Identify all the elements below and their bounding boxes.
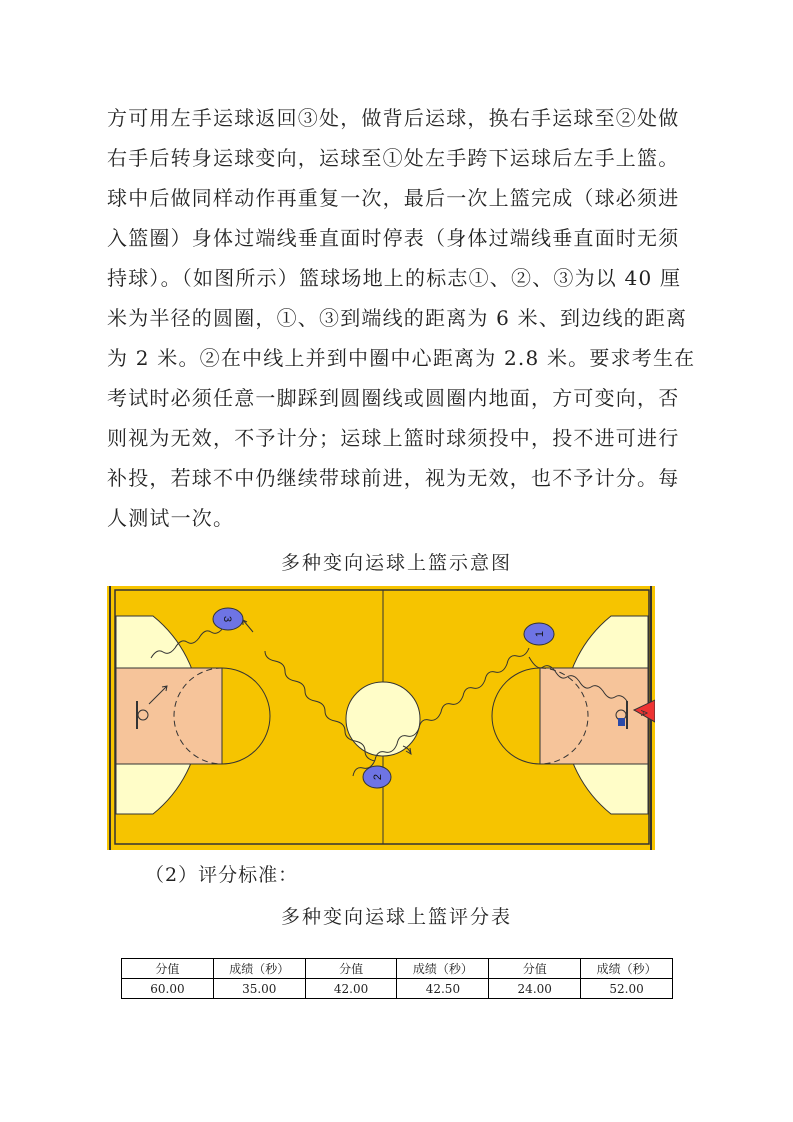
paragraph-line: 补投，若球不中仍继续带球前进，视为无效，也不予计分。每 <box>107 466 680 490</box>
body-paragraph <box>107 98 697 538</box>
table-cell: 60.00 <box>122 979 214 999</box>
table-cell: 42.50 <box>397 979 489 999</box>
left-key <box>116 668 222 764</box>
paragraph-line: 考试时必须任意一脚踩到圆圈线或圆圈内地面，方可变向，否 <box>107 386 680 410</box>
paragraph-line: 米为半径的圆圈，①、③到端线的距离为 6 米、到边线的距离 <box>107 306 688 330</box>
marker-2-label: 2 <box>372 773 384 781</box>
paragraph-line: 为 2 米。②在中线上并到中圈中心距离为 2.8 米。要求考生在 <box>107 346 696 370</box>
paragraph-line: 持球）。（如图所示）篮球场地上的标志①、②、③为以 40 厘 <box>107 266 682 290</box>
marker-3-label: 3 <box>221 615 233 623</box>
paragraph-line: 方可用左手运球返回③处，做背后运球，换右手运球至②处做 <box>107 106 680 130</box>
header-cell: 分值 <box>122 959 214 979</box>
table-cell: 42.00 <box>305 979 397 999</box>
start-marker-label: A <box>639 709 649 717</box>
paragraph-line: 球中后做同样动作再重复一次，最后一次上篮完成（球必须进 <box>107 186 680 210</box>
paragraph-line: 入篮圈）身体过端线垂直面时停表（身体过端线垂直面时无须 <box>107 226 680 250</box>
table-row <box>122 979 673 999</box>
header-cell: 成绩（秒） <box>397 959 489 979</box>
marker-1-label: 1 <box>534 630 546 638</box>
header-cell: 成绩（秒） <box>213 959 305 979</box>
table-title: 多种变向运球上篮评分表 <box>280 906 512 928</box>
header-cell: 分值 <box>489 959 581 979</box>
scoring-subheading: （2）评分标准： <box>145 864 299 886</box>
basketball-court-diagram <box>107 586 655 850</box>
paragraph-line: 人测试一次。 <box>107 506 235 530</box>
table-cell: 52.00 <box>581 979 673 999</box>
right-key <box>540 668 648 764</box>
score-table <box>121 958 673 999</box>
table-cell: 24.00 <box>489 979 581 999</box>
center-circle <box>346 682 420 756</box>
table-cell: 35.00 <box>213 979 305 999</box>
diagram-title: 多种变向运球上篮示意图 <box>280 552 512 574</box>
header-cell: 成绩（秒） <box>581 959 673 979</box>
paragraph-line: 则视为无效，不予计分；运球上篮时球须投中，投不进可进行 <box>107 426 680 450</box>
header-cell: 分值 <box>305 959 397 979</box>
start-player-icon <box>618 718 625 726</box>
paragraph-line: 右手后转身运球变向，运球至①处左手跨下运球后左手上篮。 <box>107 146 680 170</box>
table-header-row <box>122 959 673 979</box>
